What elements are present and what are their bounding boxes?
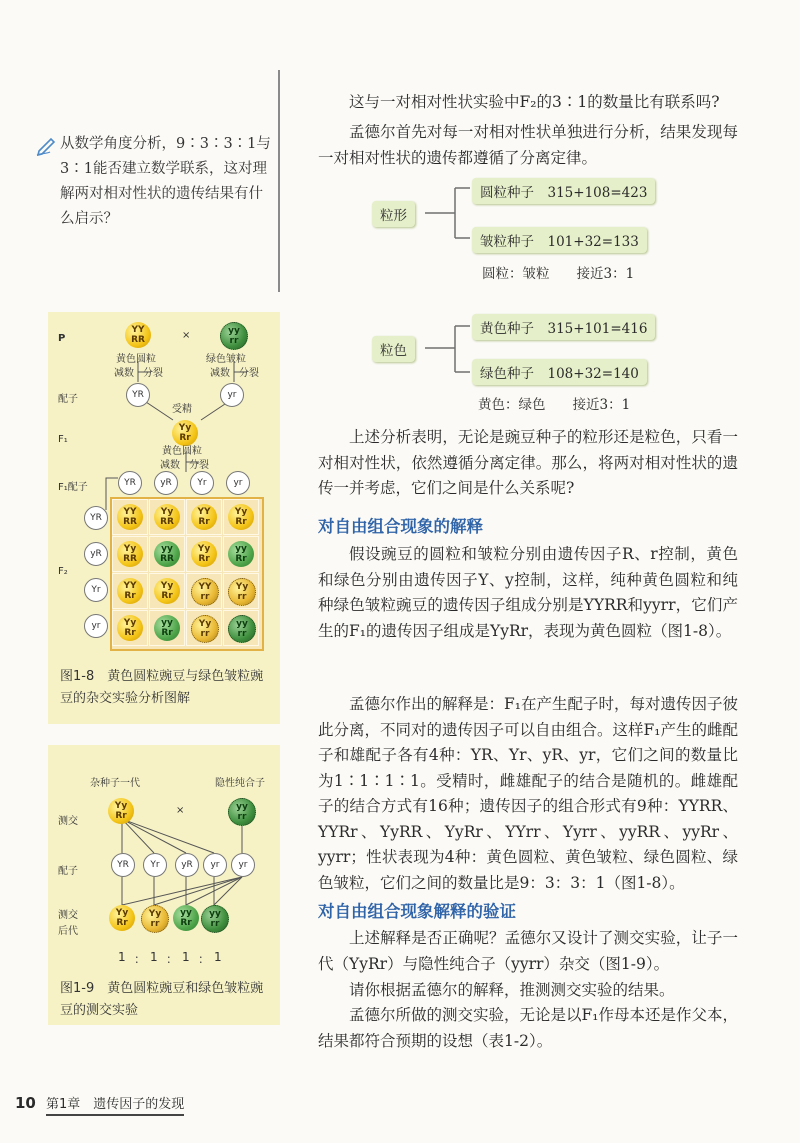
punnett-genotype-2: rr [237,592,247,602]
fig2-off3-g1: yy [180,908,192,918]
punnett-cell [223,536,259,572]
fig1-punnett-grid [110,497,264,651]
punnett-seed [191,504,217,530]
punnett-cell [223,573,259,609]
fig2-off4-g2: rr [210,919,220,929]
para-intro [318,90,738,116]
para-6-text: 请你根据孟德尔的解释，推测测交实验的结果。 [349,981,675,999]
para-5 [318,926,738,977]
fig2-caption: 图1-9 黄色圆粒豌豆和绿色皱粒豌豆的测交实验 [60,981,264,1018]
punnett-cell [112,536,148,572]
fig1-f1-g1: Yy [178,423,192,433]
para-1-text: 孟德尔首先对每一对相对性状单独进行分析，结果发现每一对相对性状的遗传都遵循了分离定律。 [318,123,738,167]
fig2-ratio-5: 1 [182,950,190,964]
para-7-text: 孟德尔所做的测交实验，无论是以F₁作母本还是作父本，结果都符合预期的设想（表1-2）。 [318,1006,738,1050]
fig1-parent2-g2: rr [229,336,239,346]
fig1-f1-division: 分裂 [189,460,209,471]
fig1-f1-name: 黄色圆粒 [162,446,202,457]
punnett-cell [186,499,222,535]
punnett-genotype-2: Rr [124,591,136,601]
fig1-row-gamete-1: YR [84,506,108,530]
fig1-f1-gamete-2: yR [154,471,178,495]
page-number: 10 [15,1094,36,1112]
diagram-shape-label: 粒形 [372,201,415,227]
punnett-cell [112,610,148,646]
punnett-cell [149,610,185,646]
fig1-p2-meiosis: 减数 [210,368,230,379]
fig1-p2-division: 分裂 [239,368,259,379]
punnett-genotype-2: Rr [161,628,173,638]
punnett-seed [228,578,256,606]
fig1-p1-meiosis: 减数 [114,368,134,379]
fig1-parent1-g1: YY [131,325,145,335]
punnett-genotype-2: RR [123,517,137,527]
para-intro-text: 这与一对相对性状实验中F₂的3∶1的数量比有联系吗? [349,93,720,111]
punnett-seed [154,578,180,604]
punnett-seed [117,578,143,604]
punnett-genotype-1: Yy [160,507,174,517]
punnett-genotype-1: Yy [234,507,248,517]
fig2-offspring-label-1: 测交 [58,910,78,921]
fig2-ratio-2: ： [134,952,147,966]
punnett-cell [186,573,222,609]
fig2-recessive-seed [228,798,256,826]
punnett-genotype-1: YY [197,507,211,517]
punnett-genotype-1: Yy [198,619,212,629]
fig2-ratio-1: 1 [118,950,126,964]
fig1-f1-g2: Rr [179,433,191,443]
fig2-offspring-1 [109,905,135,931]
fig2-hybrid-g2: Rr [115,811,127,821]
para-3 [318,542,738,644]
fig2-gamete-1: YR [111,853,135,877]
side-question-text: 从数学角度分析，9∶3∶3∶1与3∶1能否建立数学联系，这对理解两对相对性状的遗传结果有什么启示？ [60,136,271,227]
fig1-parent1-name: 黄色圆粒 [116,354,156,365]
fig1-times: × [182,330,191,341]
punnett-genotype-2: rr [200,629,210,639]
punnett-genotype-2: rr [200,592,210,602]
fig1-gamete-p2: yr [220,383,244,407]
punnett-genotype-1: yy [236,619,248,629]
fig2-off1-g2: Rr [116,918,128,928]
punnett-genotype-2: Rr [124,628,136,638]
diagram-shape-note: 圆粒：皱粒 接近3：1 [482,266,635,282]
punnett-cell [149,499,185,535]
punnett-genotype-2: rr [237,629,247,639]
punnett-genotype-2: Rr [198,554,210,564]
punnett-genotype-2: RR [160,517,174,527]
para-2 [318,425,738,502]
punnett-cell [223,610,259,646]
para-7 [318,1003,738,1054]
para-1 [318,120,738,171]
punnett-seed [191,615,219,643]
punnett-genotype-1: Yy [197,544,211,554]
fig1-parent2-seed [220,322,248,350]
punnett-seed [117,615,143,641]
diagram-color-note: 黄色：绿色 接近3：1 [478,397,631,413]
punnett-genotype-1: YY [123,581,137,591]
fig1-gamete-p1: YR [126,383,150,407]
fig2-recessive-g2: rr [237,812,247,822]
fig2-off2-g2: rr [150,919,160,929]
fig1-f2-label: F₂ [58,566,68,577]
punnett-genotype-1: Yy [123,618,137,628]
fig1-gamete-label: 配子 [58,394,78,405]
fig1-row-gamete-2: yR [84,542,108,566]
fig2-testcross-label: 测交 [58,816,78,827]
fig2-recessive-g1: yy [236,802,248,812]
fig2-gamete-3: yR [175,853,199,877]
punnett-cell [186,610,222,646]
para-3-text: 假设豌豆的圆粒和皱粒分别由遗传因子R、r控制，黄色和绿色分别由遗传因子Y、y控制，这样，纯种黄色圆粒和纯种绿色皱粒豌豆的遗传因子组成分别是YYRR和yyrr，它们产生的F₁的遗传因子组成是YyRr，表现为黄色圆粒（图1-8）。 [318,545,738,640]
fig2-ratio-7: 1 [214,950,222,964]
punnett-genotype-2: RR [123,554,137,564]
para-6 [318,978,738,1004]
punnett-seed [154,504,180,530]
fig2-off2-g1: Yy [148,909,162,919]
diagram-shape-row2: 皱粒种子 101+32=133 [472,227,647,253]
fig2-gamete-2: Yr [143,853,167,877]
punnett-seed [117,541,143,567]
fig1-f1-gamete-3: Yr [190,471,214,495]
punnett-genotype-2: Rr [198,517,210,527]
fig1-row-gamete-3: Yr [84,578,108,602]
punnett-genotype-2: Rr [161,591,173,601]
fig1-parent1-seed [125,322,151,348]
fig2-ratio-4: ： [166,952,179,966]
fig2-gamete-4: yr [203,853,227,877]
punnett-genotype-1: YY [198,582,212,592]
fig2-off1-g1: Yy [115,908,129,918]
punnett-seed [191,578,219,606]
para-5-text: 上述解释是否正确呢？孟德尔又设计了测交实验，让子一代（YyRr）与隐性纯合子（yyrr）杂交（图1-9）。 [318,929,738,973]
fig2-hybrid-g1: Yy [114,801,128,811]
fig2-offspring-2 [141,905,169,933]
punnett-seed [191,541,217,567]
punnett-seed [154,541,180,567]
punnett-genotype-1: Yy [160,581,174,591]
punnett-genotype-2: Rr [235,517,247,527]
punnett-cell [223,499,259,535]
punnett-genotype-1: Yy [123,544,137,554]
fig2-offspring-4 [201,905,229,933]
fig2-off3-g2: Rr [180,918,192,928]
punnett-seed [228,541,254,567]
fig1-caption: 图1-8 黄色圆粒豌豆与绿色皱粒豌豆的杂交实验分析图解 [60,669,264,706]
punnett-cell [149,536,185,572]
fig2-gamete-label: 配子 [58,866,78,877]
fig2-hybrid-seed [108,798,134,824]
para-4-text: 孟德尔作出的解释是：F₁在产生配子时，每对遗传因子彼此分离，不同对的遗传因子可以自由组合。这样F₁产生的雌配子和雄配子各有4种：YR、Yr、yR、yr，它们之间的数量比为1∶1∶1∶1。受精时，雌雄配子的结合是随机的。雌雄配子的结合方式有16种；遗传因子的组合形式有9种：YYRR、YYRr、YyRR、YyRr、YYrr、Yyrr、yyRR、yyRr、yyrr；性状表现为4种：黄色圆粒、黄色皱粒、绿色圆粒、绿色皱粒，它们之间的数量比是9：3：3：1（图1-8）。 [318,695,738,892]
side-question [60,132,275,232]
para-4 [318,692,738,896]
punnett-genotype-1: yy [161,544,173,554]
heading-verification: 对自由组合现象解释的验证 [318,902,516,921]
fig2-gamete-5: yr [231,853,255,877]
fig2-times: × [176,805,185,816]
punnett-cell [112,499,148,535]
punnett-genotype-1: YY [123,507,137,517]
punnett-genotype-1: yy [235,544,247,554]
fig2-offspring-label-2: 后代 [58,926,78,937]
chapter-title: 第1章 遗传因子的发现 [46,1097,184,1116]
fig1-parent2-name: 绿色皱粒 [206,354,246,365]
punnett-genotype-1: yy [161,618,173,628]
fig1-f1-gamete-1: YR [118,471,142,495]
fig1-parent2-g1: yy [228,326,240,336]
page-footer [15,1093,184,1112]
punnett-cell [112,573,148,609]
fig1-f1-gamete-4: yr [226,471,250,495]
fig1-f1-gamete-label: F₁配子 [58,482,88,493]
fig2-recessive-label: 隐性纯合子 [215,778,265,789]
punnett-genotype-2: RR [160,554,174,564]
fig2-ratio-6: ： [198,952,211,966]
fig1-f1-label: F₁ [58,434,68,445]
fig1-p-label: P [58,333,66,344]
diagram-color-label: 粒色 [372,336,415,362]
punnett-seed [154,615,180,641]
punnett-seed [228,504,254,530]
fig2-offspring-3 [173,905,199,931]
diagram-color-row1: 黄色种子 315+101=416 [472,314,655,340]
fig1-fertilization: 受精 [172,404,192,415]
punnett-seed [117,504,143,530]
diagram-color-row2: 绿色种子 108+32=140 [472,359,647,385]
fig2-ratio-3: 1 [150,950,158,964]
punnett-cell [186,536,222,572]
fig1-parent1-g2: RR [131,335,145,345]
margin-divider [278,70,280,292]
punnett-seed [228,615,256,643]
heading-explanation: 对自由组合现象的解释 [318,517,483,536]
punnett-genotype-1: Yy [235,582,249,592]
diagram-shape-row1: 圆粒种子 315+108=423 [472,178,655,204]
fig2-hybrid-label: 杂种子一代 [90,778,140,789]
fig2-off4-g1: yy [209,909,221,919]
fig1-f1-meiosis: 减数 [160,460,180,471]
punnett-cell [149,573,185,609]
punnett-genotype-2: Rr [235,554,247,564]
pencil-icon [36,134,58,156]
para-2-text: 上述分析表明，无论是豌豆种子的粒形还是粒色，只看一对相对性状，依然遵循分离定律。那么，将两对相对性状的遗传一并考虑，它们之间是什么关系呢? [318,428,738,497]
fig1-p1-division: 分裂 [143,368,163,379]
fig1-row-gamete-4: yr [84,614,108,638]
